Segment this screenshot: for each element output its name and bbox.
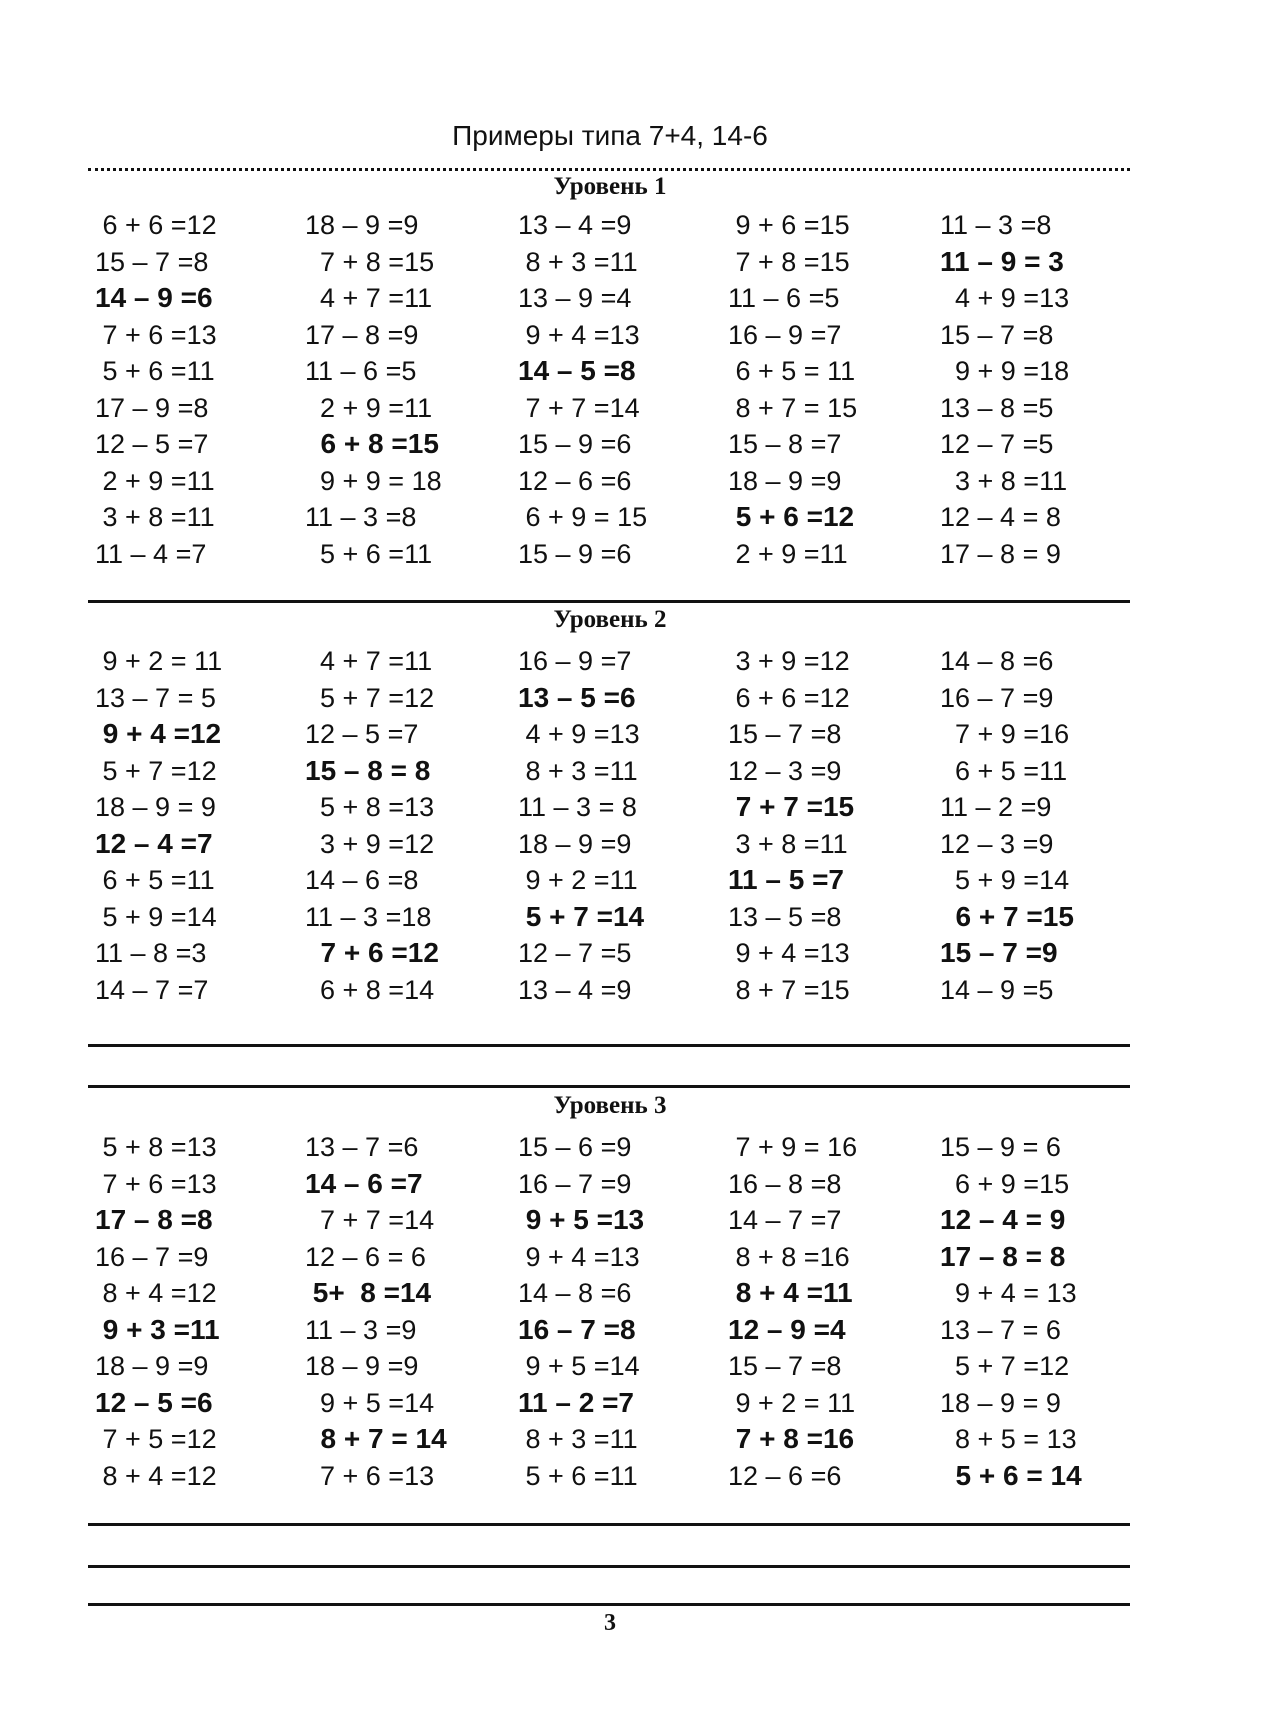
math-example: 12 – 4 =7 xyxy=(95,827,213,859)
math-example: 8 + 7 =15 xyxy=(728,974,850,1005)
math-example: 13 – 9 =4 xyxy=(518,283,632,313)
math-example: 6 + 6 =12 xyxy=(95,210,217,240)
math-example: 8 + 4 =12 xyxy=(95,1278,217,1308)
math-example: 5 + 6 =12 xyxy=(728,501,855,532)
math-example: 2 + 9 =11 xyxy=(728,538,848,569)
math-example: 15 – 7 =8 xyxy=(728,719,842,749)
math-example: 17 – 8 =8 xyxy=(95,1204,213,1235)
example-row xyxy=(0,753,1270,789)
math-example: 9 + 5 =14 xyxy=(518,1351,640,1381)
math-example: 7 + 9 =16 xyxy=(940,719,1070,749)
math-example: 18 – 9 =9 xyxy=(728,465,842,496)
math-example: 11 – 2 =7 xyxy=(518,1386,635,1418)
math-example: 6 + 8 =14 xyxy=(305,974,435,1005)
math-example: 4 + 9 =13 xyxy=(940,283,1070,313)
math-example: 16 – 9 =7 xyxy=(518,646,632,676)
example-row xyxy=(0,499,1270,535)
math-example: 7 + 6 =13 xyxy=(95,1168,217,1199)
example-row xyxy=(0,280,1270,316)
math-example: 3 + 8 =11 xyxy=(940,465,1068,496)
math-example: 8 + 5 = 13 xyxy=(940,1424,1077,1454)
divider xyxy=(88,1085,1130,1088)
math-example: 4 + 7 =11 xyxy=(305,646,433,676)
math-example: 9 + 9 = 18 xyxy=(305,465,442,496)
math-example: 2 + 9 =11 xyxy=(95,465,215,496)
math-example: 14 – 8 =6 xyxy=(940,646,1054,676)
level-1-heading: Уровень 1 xyxy=(553,173,667,200)
math-example: 5 + 7 =14 xyxy=(518,900,645,932)
math-example: 7 + 7 =14 xyxy=(305,1205,435,1235)
math-example: 9 + 4 =13 xyxy=(518,1241,640,1272)
math-example: 14 – 8 =6 xyxy=(518,1278,632,1308)
math-example: 12 – 3 =9 xyxy=(728,755,842,786)
math-example: 5 + 7 =12 xyxy=(95,755,217,786)
math-example: 9 + 9 =18 xyxy=(940,356,1070,386)
math-example: 15 – 7 =8 xyxy=(728,1351,842,1381)
example-row xyxy=(0,463,1270,499)
math-example: 8 + 4 =12 xyxy=(95,1460,217,1491)
math-example: 16 – 7 =9 xyxy=(518,1168,632,1199)
math-example: 11 – 8 =3 xyxy=(95,938,207,968)
math-example: 18 – 9 =9 xyxy=(305,210,419,240)
math-example: 7 + 6 =12 xyxy=(305,937,439,968)
math-example: 3 + 8 =11 xyxy=(728,828,848,859)
math-example: 12 – 4 = 8 xyxy=(940,502,1061,532)
math-example: 3 + 8 =11 xyxy=(95,502,215,532)
answer-line xyxy=(88,1565,1130,1568)
math-example: 6 + 7 =15 xyxy=(940,900,1074,932)
example-row xyxy=(0,317,1270,353)
math-example: 12 – 3 =9 xyxy=(940,828,1054,859)
example-row xyxy=(0,390,1270,426)
math-example: 12 – 5 =7 xyxy=(95,429,209,459)
math-example: 5 + 6 = 14 xyxy=(940,1459,1082,1491)
page-title: Примеры типа 7+4, 14-6 xyxy=(452,120,768,151)
math-example: 4 + 7 =11 xyxy=(305,283,433,313)
math-example: 18 – 9 =9 xyxy=(305,1351,419,1381)
math-example: 15 – 7 =9 xyxy=(940,937,1058,968)
math-example: 12 – 6 =6 xyxy=(518,465,632,496)
math-example: 9 + 2 = 11 xyxy=(95,646,223,676)
math-example: 5 + 6 =11 xyxy=(95,356,215,386)
example-row xyxy=(0,244,1270,280)
math-example: 15 – 6 =9 xyxy=(518,1132,632,1162)
math-example: 5 + 7 =12 xyxy=(305,682,435,713)
math-example: 11 – 9 = 3 xyxy=(940,245,1064,277)
example-row xyxy=(0,680,1270,716)
math-example: 5 + 7 =12 xyxy=(940,1351,1070,1381)
math-example: 9 + 4 = 13 xyxy=(940,1278,1077,1308)
math-example: 11 – 2 =9 xyxy=(940,792,1052,822)
math-example: 5 + 8 =13 xyxy=(95,1132,217,1162)
math-example: 15 – 8 =7 xyxy=(728,429,842,459)
math-example: 9 + 6 =15 xyxy=(728,210,850,240)
math-example: 11 – 3 =8 xyxy=(305,502,417,532)
dotted-divider xyxy=(88,168,1130,171)
math-example: 11 – 3 = 8 xyxy=(518,792,637,822)
math-example: 5 + 6 =11 xyxy=(305,538,433,569)
math-example: 12 – 5 =6 xyxy=(95,1386,213,1418)
example-row xyxy=(0,643,1270,679)
math-example: 9 + 4 =13 xyxy=(728,938,850,968)
example-row xyxy=(0,899,1270,935)
math-example: 16 – 8 =8 xyxy=(728,1168,842,1199)
example-row xyxy=(0,1421,1270,1457)
math-example: 7 + 6 =13 xyxy=(305,1460,435,1491)
math-example: 5 + 6 =11 xyxy=(518,1460,638,1491)
example-row xyxy=(0,935,1270,971)
example-row xyxy=(0,536,1270,572)
example-row xyxy=(0,353,1270,389)
example-row xyxy=(0,1275,1270,1311)
math-example: 14 – 9 =6 xyxy=(95,282,213,313)
math-example: 18 – 9 = 9 xyxy=(940,1387,1061,1418)
math-example: 6 + 6 =12 xyxy=(728,682,850,713)
math-example: 11 – 3 =8 xyxy=(940,210,1052,240)
level-3-heading: Уровень 3 xyxy=(553,1092,667,1119)
answer-line xyxy=(88,1603,1130,1606)
example-row xyxy=(0,207,1270,243)
math-example: 7 + 7 =15 xyxy=(728,791,855,822)
math-example: 9 + 2 = 11 xyxy=(728,1387,856,1418)
math-example: 15 – 8 = 8 xyxy=(305,754,431,786)
math-example: 15 – 9 = 6 xyxy=(940,1132,1061,1162)
math-example: 8 + 7 = 15 xyxy=(728,392,858,423)
math-example: 13 – 7 =6 xyxy=(305,1132,419,1162)
math-example: 6 + 9 =15 xyxy=(940,1168,1070,1199)
math-example: 13 – 4 =9 xyxy=(518,974,632,1005)
math-example: 16 – 7 =9 xyxy=(940,682,1054,713)
math-example: 5 + 9 =14 xyxy=(940,865,1070,895)
math-example: 13 – 5 =8 xyxy=(728,901,842,932)
example-row xyxy=(0,1348,1270,1384)
math-example: 3 + 9 =12 xyxy=(728,646,850,676)
answer-line xyxy=(88,1523,1130,1526)
math-example: 13 – 4 =9 xyxy=(518,210,632,240)
math-example: 4 + 9 =13 xyxy=(518,719,640,749)
math-example: 6 + 5 =11 xyxy=(940,755,1068,786)
divider xyxy=(88,600,1130,603)
divider xyxy=(88,1044,1130,1047)
example-row xyxy=(0,862,1270,898)
math-example: 5+ 8 =14 xyxy=(305,1277,432,1308)
math-example: 12 – 4 = 9 xyxy=(940,1204,1066,1235)
math-example: 8 + 8 =16 xyxy=(728,1241,850,1272)
math-example: 9 + 4 =12 xyxy=(95,718,222,749)
math-example: 16 – 7 =8 xyxy=(518,1313,636,1345)
math-example: 12 – 6 = 6 xyxy=(305,1241,426,1272)
math-example: 7 + 8 =15 xyxy=(728,246,850,277)
math-example: 6 + 8 =15 xyxy=(305,428,439,459)
example-row xyxy=(0,1129,1270,1165)
math-example: 18 – 9 =9 xyxy=(518,828,632,859)
math-example: 9 + 2 =11 xyxy=(518,865,638,895)
level-2-heading: Уровень 2 xyxy=(553,606,667,633)
math-example: 11 – 3 =9 xyxy=(305,1314,417,1345)
math-example: 14 – 6 =7 xyxy=(305,1167,423,1199)
page-number: 3 xyxy=(604,1610,616,1636)
math-example: 13 – 7 = 6 xyxy=(940,1314,1061,1345)
math-example: 15 – 9 =6 xyxy=(518,429,632,459)
math-example: 17 – 9 =8 xyxy=(95,392,209,423)
math-example: 16 – 9 =7 xyxy=(728,319,842,350)
example-row xyxy=(0,972,1270,1008)
math-example: 7 + 6 =13 xyxy=(95,319,217,350)
math-example: 12 – 5 =7 xyxy=(305,719,419,749)
math-example: 14 – 9 =5 xyxy=(940,974,1054,1005)
math-example: 9 + 4 =13 xyxy=(518,319,640,350)
math-example: 7 + 5 =12 xyxy=(95,1424,217,1454)
example-row xyxy=(0,789,1270,825)
math-example: 8 + 4 =11 xyxy=(728,1277,853,1308)
math-example: 6 + 9 = 15 xyxy=(518,502,648,532)
math-example: 12 – 9 =4 xyxy=(728,1313,846,1345)
math-example: 5 + 9 =14 xyxy=(95,901,217,932)
math-example: 15 – 7 =8 xyxy=(940,319,1054,350)
math-example: 12 – 7 =5 xyxy=(518,938,632,968)
math-example: 12 – 6 =6 xyxy=(728,1460,842,1491)
example-row xyxy=(0,1166,1270,1202)
math-example: 14 – 5 =8 xyxy=(518,355,636,386)
math-example: 11 – 6 =5 xyxy=(305,356,417,386)
math-example: 18 – 9 = 9 xyxy=(95,792,216,822)
math-example: 7 + 9 = 16 xyxy=(728,1132,858,1162)
math-example: 8 + 3 =11 xyxy=(518,246,638,277)
math-example: 6 + 5 = 11 xyxy=(728,356,856,386)
example-row xyxy=(0,716,1270,752)
math-example: 17 – 8 = 9 xyxy=(940,538,1061,569)
math-example: 5 + 8 =13 xyxy=(305,792,435,822)
example-row xyxy=(0,1202,1270,1238)
math-example: 9 + 5 =13 xyxy=(518,1204,645,1235)
math-example: 8 + 7 = 14 xyxy=(305,1423,447,1454)
math-example: 18 – 9 =9 xyxy=(95,1351,209,1381)
math-example: 11 – 5 =7 xyxy=(728,864,845,895)
math-example: 15 – 7 =8 xyxy=(95,246,209,277)
math-example: 13 – 5 =6 xyxy=(518,681,636,713)
math-example: 7 + 8 =16 xyxy=(728,1423,855,1454)
math-example: 11 – 6 =5 xyxy=(728,283,840,313)
math-example: 7 + 7 =14 xyxy=(518,392,640,423)
math-example: 9 + 5 =14 xyxy=(305,1387,435,1418)
math-example: 7 + 8 =15 xyxy=(305,246,435,277)
example-row xyxy=(0,1312,1270,1348)
math-example: 14 – 6 =8 xyxy=(305,865,419,895)
math-example: 3 + 9 =12 xyxy=(305,828,435,859)
example-row xyxy=(0,1239,1270,1275)
math-example: 13 – 8 =5 xyxy=(940,392,1054,423)
math-example: 15 – 9 =6 xyxy=(518,538,632,569)
math-example: 2 + 9 =11 xyxy=(305,392,433,423)
example-row xyxy=(0,826,1270,862)
example-row xyxy=(0,1458,1270,1494)
example-row xyxy=(0,1385,1270,1421)
math-example: 12 – 7 =5 xyxy=(940,429,1054,459)
math-example: 6 + 5 =11 xyxy=(95,865,215,895)
math-example: 11 – 3 =18 xyxy=(305,901,432,932)
example-row xyxy=(0,426,1270,462)
math-example: 11 – 4 =7 xyxy=(95,538,207,569)
math-example: 17 – 8 = 8 xyxy=(940,1240,1066,1272)
math-example: 8 + 3 =11 xyxy=(518,1424,638,1454)
math-example: 8 + 3 =11 xyxy=(518,755,638,786)
math-example: 16 – 7 =9 xyxy=(95,1241,209,1272)
math-example: 17 – 8 =9 xyxy=(305,319,419,350)
math-example: 14 – 7 =7 xyxy=(95,974,209,1005)
math-example: 9 + 3 =11 xyxy=(95,1313,220,1345)
math-example: 14 – 7 =7 xyxy=(728,1205,842,1235)
math-example: 13 – 7 = 5 xyxy=(95,682,216,713)
